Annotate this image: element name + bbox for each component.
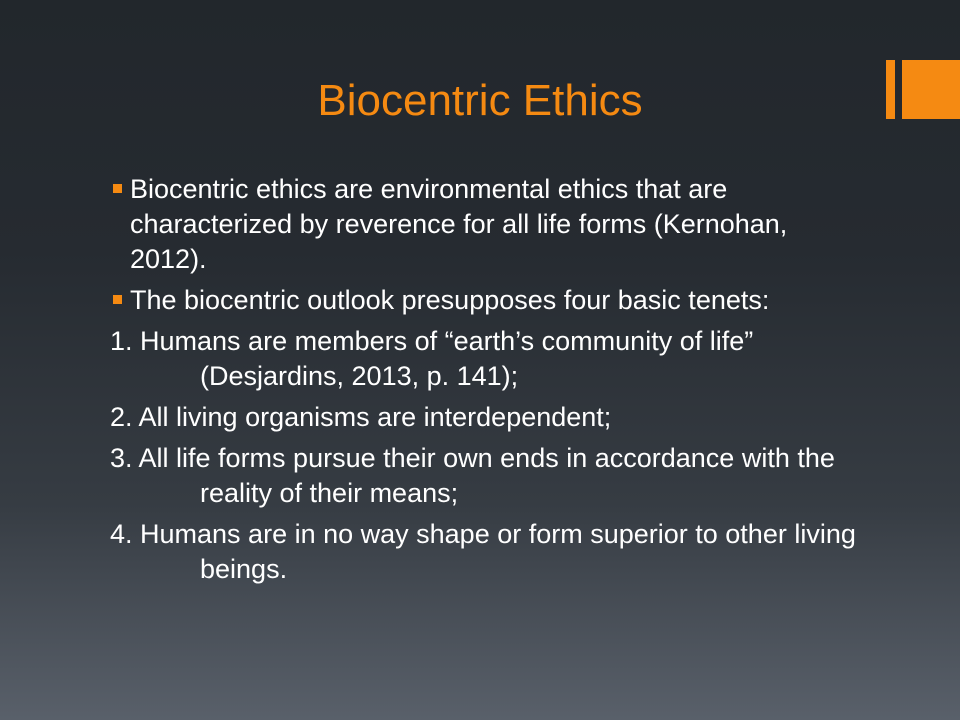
bullet-item	[110, 283, 870, 318]
slide-title: Biocentric Ethics	[317, 76, 643, 125]
bullet-text: The biocentric outlook presupposes four basic tenets:	[130, 285, 770, 315]
tenet-item: 1. Humans are members of “earth’s community of life” (Desjardins, 2013, p. 141);	[110, 326, 754, 391]
square-bullet-icon	[113, 184, 122, 193]
tenet-item: 2. All living organisms are interdependent;	[110, 402, 612, 432]
slide-body	[110, 172, 870, 593]
tenet-item: 4. Humans are in no way shape or form superior to other living beings.	[110, 519, 856, 584]
bullet-text: Biocentric ethics are environmental ethics that are characterized by reverence for all life forms (Kernohan, 2012).	[130, 174, 788, 274]
tenet-item: 3. All life forms pursue their own ends in accordance with the reality of their means;	[110, 443, 835, 508]
bullet-item	[110, 172, 870, 277]
square-bullet-icon	[113, 295, 122, 304]
